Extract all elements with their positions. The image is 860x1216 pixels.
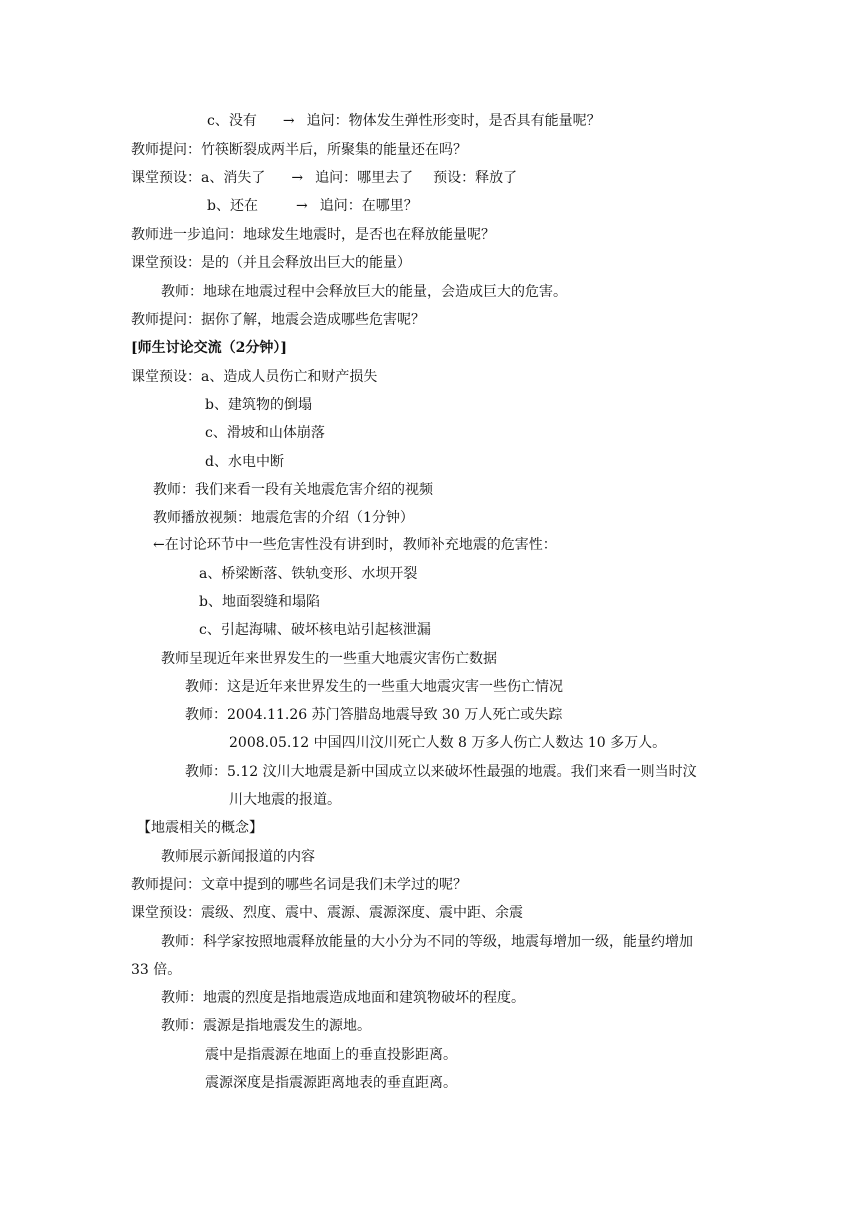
option-label: b、还在 bbox=[207, 198, 258, 214]
line-11: b、建筑物的倒塌 bbox=[205, 397, 312, 413]
line-13: d、水电中断 bbox=[205, 454, 284, 470]
arrow-icon: → bbox=[282, 113, 295, 129]
arrow-icon: → bbox=[291, 170, 304, 186]
line-3 bbox=[131, 169, 517, 187]
line-28: 教师提问：文章中提到的哪些名词是我们未学过的呢？ bbox=[131, 877, 467, 893]
line-15: 教师播放视频：地震危害的介绍（1分钟） bbox=[153, 510, 414, 526]
line-10: 课堂预设：a、造成人员伤亡和财产损失 bbox=[131, 369, 378, 385]
line-23: 2008.05.12 中国四川汶川死亡人数 8 万多人伤亡人数达 10 多万人。 bbox=[229, 735, 667, 751]
line-7: 教师：地球在地震过程中会释放巨大的能量，会造成巨大的危害。 bbox=[161, 284, 567, 300]
line-35: 震源深度是指震源距离地表的垂直距离。 bbox=[205, 1075, 457, 1091]
line-34: 震中是指震源在地面上的垂直投影距离。 bbox=[205, 1047, 457, 1063]
line-21: 教师：这是近年来世界发生的一些重大地震灾害一些伤亡情况 bbox=[185, 679, 563, 695]
line-16: ←在讨论环节中一些危害性没有讲到时，教师补充地震的危害性： bbox=[153, 537, 557, 553]
line-2: 教师提问：竹筷断裂成两半后，所聚集的能量还在吗？ bbox=[131, 142, 467, 158]
line-33: 教师：震源是指地震发生的源地。 bbox=[161, 1018, 371, 1034]
line-4 bbox=[207, 197, 418, 215]
arrow-icon: → bbox=[295, 198, 308, 214]
line-22: 教师：2004.11.26 苏门答腊岛地震导致 30 万人死亡或失踪 bbox=[185, 707, 563, 723]
preset-answer: 预设：释放了 bbox=[433, 170, 518, 186]
line-19: c、引起海啸、破坏核电站引起核泄漏 bbox=[199, 622, 431, 638]
follow-up-question: 追问：在哪里？ bbox=[319, 198, 418, 214]
line-25: 川大地震的报道。 bbox=[229, 792, 341, 808]
line-29: 课堂预设：震级、烈度、震中、震源、震源深度、震中距、余震 bbox=[131, 905, 523, 921]
follow-up-question: 追问：物体发生弹性形变时，是否具有能量呢？ bbox=[306, 113, 601, 129]
line-1 bbox=[207, 112, 601, 130]
line-18: b、地面裂缝和塌陷 bbox=[199, 594, 320, 610]
line-27: 教师展示新闻报道的内容 bbox=[161, 849, 315, 865]
line-6: 课堂预设：是的（并且会释放出巨大的能量） bbox=[131, 255, 411, 271]
line-12: c、滑坡和山体崩落 bbox=[205, 425, 325, 441]
line-5: 教师进一步追问：地球发生地震时，是否也在释放能量呢？ bbox=[131, 227, 495, 243]
line-31: 33 倍。 bbox=[131, 962, 182, 978]
option-label: 课堂预设：a、消失了 bbox=[131, 170, 266, 186]
section-heading-concepts: 【地震相关的概念】 bbox=[137, 820, 263, 836]
line-17: a、桥梁断落、铁轨变形、水坝开裂 bbox=[199, 566, 418, 582]
line-32: 教师：地震的烈度是指地震造成地面和建筑物破坏的程度。 bbox=[161, 990, 525, 1006]
line-20: 教师呈现近年来世界发生的一些重大地震灾害伤亡数据 bbox=[161, 651, 497, 667]
option-label: c、没有 bbox=[207, 113, 257, 129]
line-24: 教师：5.12 汶川大地震是新中国成立以来破坏性最强的地震。我们来看一则当时汶 bbox=[185, 764, 697, 780]
section-heading-discussion: [师生讨论交流（2分钟）] bbox=[131, 340, 287, 356]
line-30: 教师：科学家按照地震释放能量的大小分为不同的等级，地震每增加一级，能量约增加 bbox=[161, 934, 693, 950]
line-14: 教师：我们来看一段有关地震危害介绍的视频 bbox=[153, 482, 433, 498]
follow-up-question: 追问：哪里去了 bbox=[315, 170, 414, 186]
line-8: 教师提问：据你了解，地震会造成哪些危害呢？ bbox=[131, 312, 425, 328]
